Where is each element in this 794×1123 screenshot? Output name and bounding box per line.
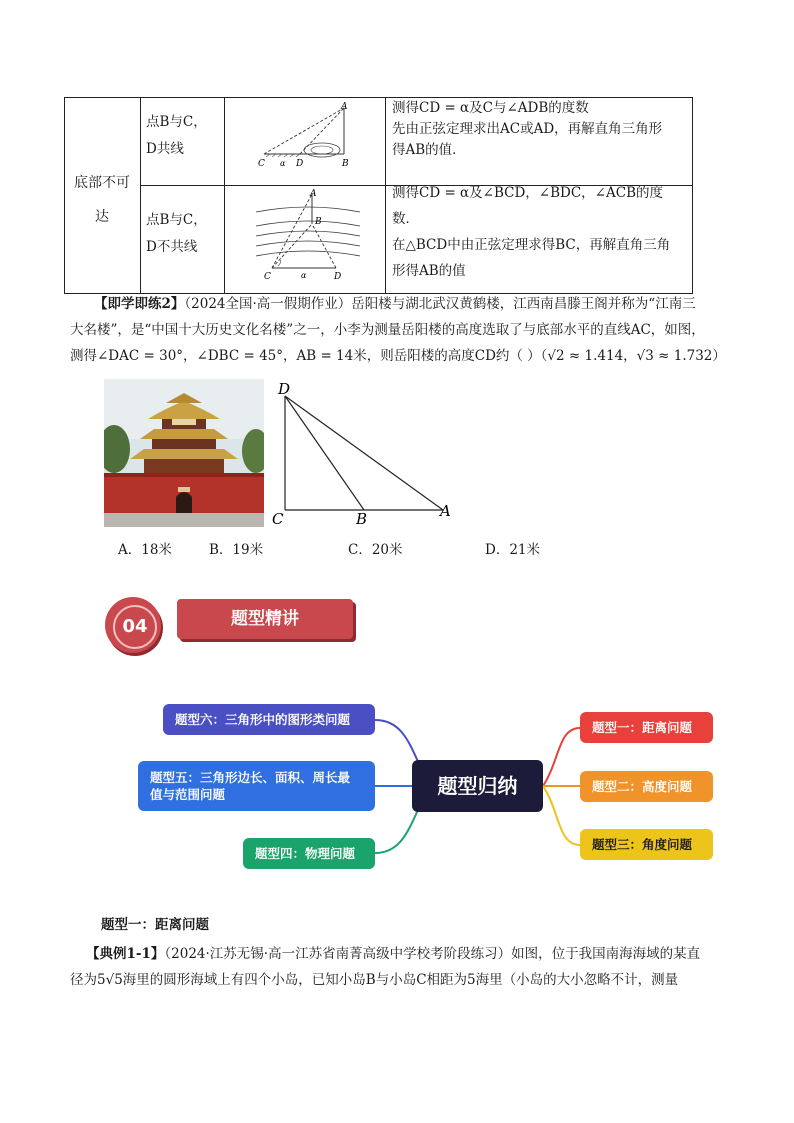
example-line1: （2024·江苏无锡·高一江苏省南菁高级中学校考阶段练习）如图，位于我国南海海域的某直 <box>164 946 701 962</box>
row2-method-line2: 数． <box>392 211 419 227</box>
label-C: C <box>272 510 284 528</box>
mindmap-type6[interactable]: 题型六：三角形中的图形类问题 <box>163 704 375 735</box>
row2-condition-line2: D不共线 <box>146 239 198 255</box>
pavilion-photo <box>104 379 264 527</box>
svg-text:D: D <box>334 272 342 282</box>
question-tag: 【即学即练2】 <box>94 296 185 312</box>
question-line1: （2024全国·高一假期作业）岳阳楼与湖北武汉黄鹤楼，江西南昌滕王阁并称为“江南三 <box>184 296 696 312</box>
example-heading: 题型一：距离问题 <box>101 917 209 933</box>
option-a[interactable]: A．18米 <box>118 542 172 558</box>
example-line2: 径为5√5海里的圆形海域上有四个小岛，已知小岛B与小岛C相距为5海里（小岛的大小忽略不计，测量 <box>70 972 679 988</box>
row2-method-line4: 形得AB的值 <box>392 263 466 279</box>
row1-condition-line1: 点B与C， <box>146 114 207 130</box>
section-title: 题型精讲 <box>177 599 353 639</box>
label-D: D <box>278 380 291 398</box>
mindmap-type5[interactable]: 题型五：三角形边长、面积、周长最 值与范围问题 <box>138 761 375 811</box>
svg-text:C: C <box>264 272 271 282</box>
example-tag: 【典例1-1】 <box>86 946 165 962</box>
svg-text:B: B <box>315 217 322 227</box>
svg-text:A: A <box>310 189 317 199</box>
label-B: B <box>356 510 368 528</box>
svg-text:α: α <box>301 271 307 280</box>
mindmap-type2[interactable]: 题型二：高度问题 <box>580 771 713 802</box>
mindmap-type4[interactable]: 题型四：物理问题 <box>243 838 375 869</box>
row1-method-line2: 先由正弦定理求出AC或AD，再解直角三角形 <box>392 121 663 137</box>
option-d[interactable]: D．21米 <box>485 542 541 558</box>
row1-condition <box>146 112 207 160</box>
row2-method-line3: 在△BCD中由正弦定理求得BC，再解直角三角 <box>392 237 671 253</box>
option-b[interactable]: B．19米 <box>209 542 264 558</box>
mindmap-type3[interactable]: 题型三：角度问题 <box>580 829 713 860</box>
row2-method-line1: 测得CD = α及∠BCD，∠BDC，∠ACB的度 <box>392 185 663 201</box>
svg-text:A: A <box>341 102 348 112</box>
row2-condition <box>146 210 207 258</box>
label-A: A <box>440 502 451 520</box>
svg-text:C: C <box>258 159 265 169</box>
row2-condition-line1: 点B与C， <box>146 212 207 228</box>
question-text <box>70 291 730 369</box>
row2-diagram <box>252 188 364 284</box>
question-line3: 测得∠DAC = 30°，∠DBC = 45°，AB = 14米，则岳阳楼的高度CD约（ ）（√2 ≈ 1.414，√3 ≈ 1.732） <box>70 348 726 364</box>
section-number: 04 <box>113 605 157 649</box>
pavilion-sign <box>172 419 196 425</box>
option-c[interactable]: C．20米 <box>348 542 403 558</box>
row1-condition-line2: D共线 <box>146 141 184 157</box>
mindmap-type1[interactable]: 题型一：距离问题 <box>580 712 713 743</box>
mindmap-center: 题型归纳 <box>412 760 543 812</box>
svg-text:B: B <box>342 159 349 169</box>
row2-method <box>392 183 688 282</box>
example-text <box>70 941 730 993</box>
question-figure <box>268 380 460 528</box>
svg-text:α: α <box>280 159 286 168</box>
question-line2: 大名楼”，是“中国十大历史文化名楼”之一，小李为测量岳阳楼的高度选取了与底部水平的直线AC，如图， <box>70 322 705 338</box>
row1-method <box>392 98 688 161</box>
merged-label: 底部不可达 <box>74 175 130 225</box>
row1-diagram <box>252 100 364 172</box>
row1-method-line1: 测得CD = α及C与∠ADB的度数 <box>392 100 589 116</box>
svg-text:D: D <box>296 159 304 169</box>
row1-method-line3: 得AB的值． <box>392 142 466 158</box>
